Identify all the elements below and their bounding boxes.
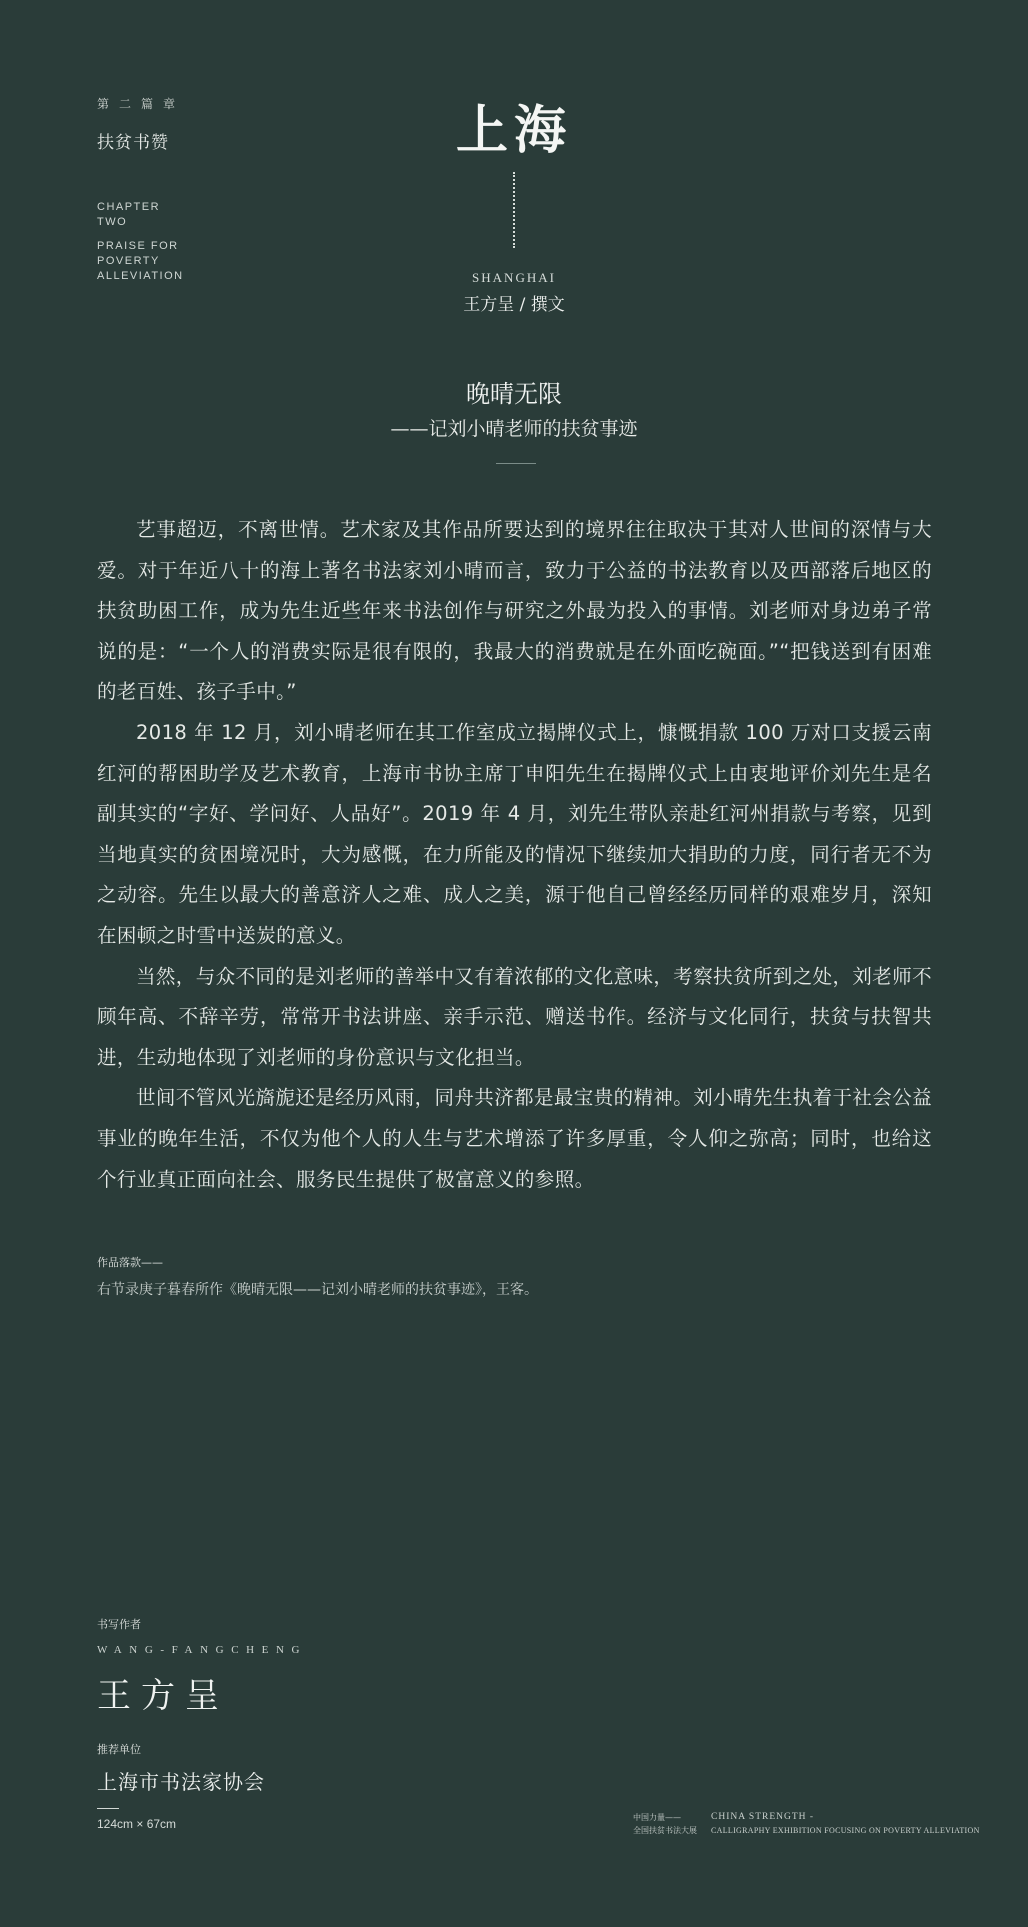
colophon-text: 右节录庚子暮春所作《晚晴无限——记刘小晴老师的扶贫事迹》，王客。 (97, 1282, 538, 1298)
chapter-name: 扶贫书赞 (97, 133, 169, 153)
city-title: 上海 (455, 100, 572, 161)
author-name-en: WANG-FANGCHENG (97, 1644, 308, 1656)
article-paragraph: 2018 年 12 月，刘小晴老师在其工作室成立揭牌仪式上，慷慨捐款 100 万对口支援云南红河的帮困助学及艺术教育，上海市书协主席丁申阳先生在揭牌仪式上由衷地评价刘先生是名副其实的“字好、学问好、人品好”。2019 年 4 月，刘先生带队亲赴红河州捐款与考察，见到当地真实的贫困境况时，大为感慨，在力所能及的情况下继续加大捐助的力度，同行者无不为之动容。先生以最大的善意济人之难、成人之美，源于他自己曾经经历同样的艰难岁月，深知在困顿之时雪中送炭的意义。 (97, 720, 932, 947)
chapter-en-line: ALLEVIATION (97, 270, 184, 282)
footer-en-line: CHINA STRENGTH - (711, 1812, 815, 1822)
footer-exhibition-en (711, 1811, 980, 1837)
size-divider (97, 1808, 119, 1809)
article-subtitle: ——记刘小晴老师的扶贫事迹 (390, 418, 638, 440)
footer-en-line: CALLIGRAPHY EXHIBITION FOCUSING ON POVERTY ALLEVIATION (711, 1826, 980, 1835)
chapter-en-label (97, 200, 217, 230)
footer-cn-line: 全国扶贫书法大展 (633, 1826, 697, 1835)
chapter-number: 第二篇章 (97, 97, 186, 111)
author-name-cn: 王方呈 (97, 1676, 229, 1716)
author-label: 书写作者 (97, 1618, 141, 1631)
chapter-en-line: PRAISE FOR (97, 240, 179, 252)
artwork-size: 124cm × 67cm (97, 1817, 177, 1831)
article-body (97, 510, 932, 1200)
chapter-en-line: TWO (97, 216, 128, 228)
colophon-label: 作品落款—— (97, 1256, 163, 1269)
city-en: SHANGHAI (472, 270, 556, 285)
article-paragraph: 艺事超迈，不离世情。艺术家及其作品所要达到的境界往往取决于其对人世间的深情与大爱。对于年近八十的海上著名书法家刘小晴而言，致力于公益的书法教育以及西部落后地区的扶贫助困工作，成为先生近些年来书法创作与研究之外最为投入的事情。刘老师对身边弟子常说的是：“一个人的消费实际是很有限的，我最大的消费就是在外面吃碗面。”“把钱送到有困难的老百姓、孩子手中。” (97, 518, 932, 704)
footer-cn-line: 中国力量—— (633, 1813, 681, 1822)
org-name: 上海市书法家协会 (97, 1770, 265, 1794)
org-label: 推荐单位 (97, 1743, 141, 1756)
footer-exhibition-cn (633, 1811, 697, 1837)
article-paragraph: 当然，与众不同的是刘老师的善举中又有着浓郁的文化意味，考察扶贫所到之处，刘老师不顾年高、不辞辛劳，常常开书法讲座、亲手示范、赠送书作。经济与文化同行，扶贫与扶智共进，生动地体现了刘老师的身份意识与文化担当。 (97, 964, 933, 1069)
author-credit: 王方呈 / 撰文 (463, 295, 565, 315)
article-paragraph: 世间不管风光旖旎还是经历风雨，同舟共济都是最宝贵的精神。刘小晴先生执着于社会公益事业的晚年生活，不仅为他个人的人生与艺术增添了许多厚重，令人仰之弥高；同时，也给这个行业真正面向社会、服务民生提供了极富意义的参照。 (97, 1086, 933, 1191)
dotted-divider (513, 172, 515, 248)
chapter-en-line: CHAPTER (97, 201, 161, 213)
title-divider (496, 463, 536, 464)
chapter-en-line: POVERTY (97, 255, 160, 267)
article-title: 晚晴无限 (466, 380, 562, 408)
